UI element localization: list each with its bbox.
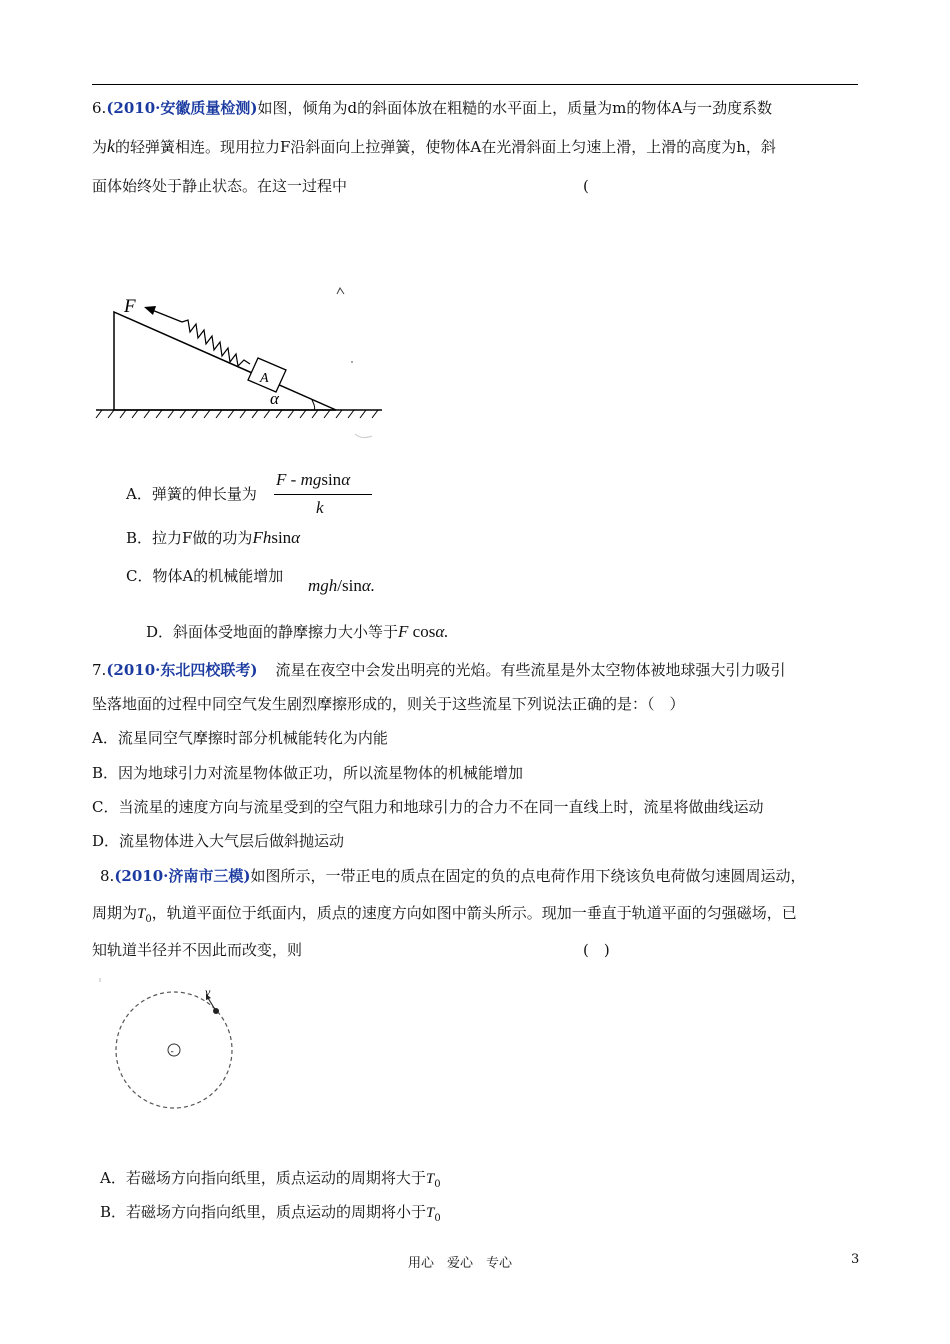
label-v: v [205,985,211,999]
q8-source: (2010·济南市三模) [114,867,251,885]
q6-option-d-label: D．斜面体受地面的静摩擦力大小等于 [146,623,399,641]
q6-line-3 [92,176,347,196]
c-sin: sin [342,576,362,595]
angle-arc [312,400,315,410]
q8-t-subscript: 0 [145,914,152,925]
frac-minus: - [290,470,297,489]
q8-option-a[interactable] [100,1168,441,1191]
q7-line-1 [92,660,786,680]
q7-source: (2010·东北四校联考) [106,661,258,679]
q7-number: 7. [92,661,107,679]
c-mgh: mgh [308,576,338,595]
c-alpha: α. [361,576,376,595]
q8-a-sub: 0 [434,1179,441,1190]
frac-sin: sin [321,470,342,489]
q6-answer-bracket: ( [583,177,589,195]
page-number: 3 [851,1252,860,1267]
q6-option-a[interactable] [126,484,257,504]
q8-line-2 [92,903,797,926]
q8-option-b[interactable] [100,1202,441,1225]
q6-k-symbol: k [107,136,116,156]
b-fh: Fh [252,528,272,547]
q8-b-sub: 0 [434,1213,441,1224]
fraction-bar [274,494,372,495]
q6-line-1 [92,98,772,118]
incline-figure [90,282,390,442]
stray-mark [337,288,344,294]
q6-number: 6. [92,99,107,117]
ground-hatching [96,410,378,418]
q6-text-3: 面体始终处于静止状态。在这一过程中 [92,177,348,195]
b-sin: sin [271,528,292,547]
frac-alpha: α [341,470,351,489]
q6-option-d-math [398,622,449,641]
footer-motto: 用心 爱心 专心 [408,1256,513,1271]
q6-text-2b: 的轻弹簧相连。现用拉力F沿斜面向上拉弹簧，使物体A在光滑斜面上匀速上滑，上滑的高度为h，斜 [115,138,776,156]
stray-dot [351,361,353,363]
q6-option-b-label: B．拉力F做的功为 [126,529,253,547]
q7-option-b[interactable]: B．因为地球引力对流星物体做正功，所以流星物体的机械能增加 [92,764,524,782]
q6-source: (2010·安徽质量检测) [106,99,258,117]
q6-option-b[interactable] [126,528,300,548]
q6-text-2a: 为 [92,138,108,156]
header-rule [92,84,858,85]
q6-option-a-fraction [272,468,376,522]
d-cos: cos [412,622,436,641]
q8-text-2a: 周期为 [92,904,138,922]
q7-option-a[interactable]: A．流星同空气摩擦时部分机械能转化为内能 [92,729,388,747]
q8-answer-bracket: ( ) [583,941,610,959]
charge-sign: - [170,1047,174,1057]
spring [182,320,250,366]
q8-a-t: T [425,1171,435,1187]
q6-option-c[interactable] [126,566,283,586]
q8-line-3: 知轨道半径并不因此而改变，则 [92,941,303,959]
stray-mark-2 [355,434,372,438]
q7-option-c[interactable]: C．当流星的速度方向与流星受到的空气阻力和地球引力的合力不在同一直线上时，流星将做曲线运动 [92,798,764,816]
q7-text-1: 流星在夜空中会发出明亮的光焰。有些流星是外太空物体被地球强大引力吸引 [275,661,786,679]
d-alpha: α. [435,622,449,641]
force-arrow-head [144,306,156,315]
orbit-figure [100,978,250,1128]
q8-number: 8. [100,867,115,885]
c-slash: / [337,576,343,595]
q8-t-symbol: T [137,906,146,922]
q8-line-1 [100,866,806,886]
frac-f: F [276,470,287,489]
q8-option-b-label: B．若磁场方向指向纸里，质点运动的周期将小于 [100,1203,427,1221]
q6-option-c-math [308,576,375,596]
frac-k: k [316,498,324,517]
q6-option-b-math [252,528,300,547]
q6-option-d[interactable] [146,622,449,642]
q8-text-2b: ，轨道平面位于纸面内，质点的速度方向如图中箭头所示。现加一垂直于轨道平面的匀强磁场，已 [151,904,797,922]
label-alpha: α [270,389,279,408]
q8-b-t: T [426,1205,435,1221]
q8-text-1: 如图所示，一带正电的质点在固定的负的点电荷作用下绕该负电荷做匀速圆周运动， [250,867,806,885]
q6-line-2 [92,136,776,157]
q7-option-d[interactable]: D．流星物体进入大气层后做斜抛运动 [92,832,345,850]
b-alpha: α [291,528,301,547]
force-arrow-line [152,310,182,322]
q6-option-a-label: A．弹簧的伸长量为 [126,485,257,503]
d-f: F [398,622,409,641]
q8-option-a-label: A．若磁场方向指向纸里，质点运动的周期将大于 [100,1169,426,1187]
label-f: F [124,296,136,317]
q6-text-1: 如图，倾角为d的斜面体放在粗糙的水平面上，质量为m的物体A与一劲度系数 [257,99,773,117]
q7-line-2: 坠落地面的过程中同空气发生剧烈摩擦形成的，则关于这些流星下列说法正确的是：（ ） [92,695,685,713]
label-a: A [260,371,269,386]
q6-option-c-label: C．物体A的机械能增加 [126,567,284,585]
incline-body [114,312,336,410]
frac-mg: mg [300,470,322,489]
